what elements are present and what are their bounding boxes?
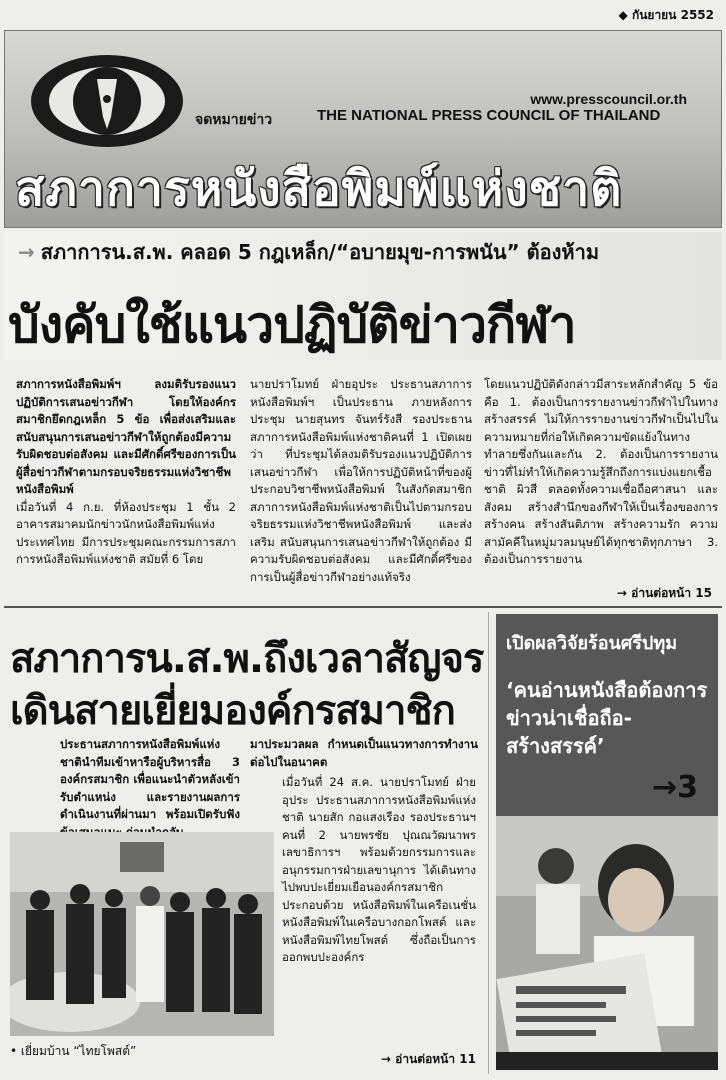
story1-body-1: เมื่อวันที่ 4 ก.ย. ที่ห้องประชุม 1 ชั้น 2 อาคารสมาคมนักข่าวนักหนังสือพิมพ์แห่งประเทศไทย มีการประชุมคณะกรรมการสภาการหนังสือพิมพ์แห่งชาติ สมัยที่ 6 โดย (16, 499, 236, 566)
bulletin-label: จดหมายข่าว (195, 112, 273, 128)
story2-headline-line1: สภาการน.ส.พ.ถึงเวลาสัญจร (10, 636, 484, 682)
story2-right-top: มาประมวลผล กำหนดเป็นแนวทางการทำงานต่อไปในอนาคต (250, 737, 478, 769)
issue-date: ◆ กันยายน 2552 (618, 8, 714, 22)
story2-lead: ประธานสภาการหนังสือพิมพ์แห่งชาตินำทีมเข้าหารือผู้บริหารสื่อ 3 องค์กรสมาชิก เพื่อแนะนำตัวหลังเข้ารับตำแหน่ง และรายงานผลการดำเนินงานที่ผ่านมา พร้อมเปิดรับฟัง (60, 737, 240, 821)
section-divider (4, 606, 722, 608)
council-name-th: สภาการหนังสือพิมพ์แห่งชาติ (15, 161, 623, 217)
sidebar-title: เปิดผลวิจัยร้อนศรีปทุม (506, 633, 678, 654)
story1-kicker-text: สภาการน.ส.พ. คลอด 5 กฎเหล็ก/“อบายมุข-การพนัน” ต้องห้าม (40, 240, 600, 264)
masthead (4, 30, 722, 228)
story1-lead: สภาการหนังสือพิมพ์ฯ ลงมติรับรองแนวปฏิบัติการเสนอข่าวกีฬา โดยให้องค์กรสมาชิกยึดกฎเหล็ก 5 ข้อ เพื่อส่งเสริมและสนับสนุนการเสนอข่าวกีฬาให้ถูกต้องมีความรับผิดชอบต่อสังคม และมีศักดิ์ศรีของการเป็นผู้สื่อข่าวกีฬาตามกรอบจริยธรรมแห่งวิชาชีพหนังสือพิมพ์ (16, 377, 236, 496)
story2-body: เมื่อวันที่ 24 ส.ค. นายปราโมทย์ ฝ่ายอุประ ประธานสภาการหนังสือพิมพ์แห่งชาติ นายสัก กอแสงเรือง รองประธานฯ คนที่ 2 นายพรชัย ปุณณวัฒนาพร เลขาธิการฯ พร้อมด้วยกรรมการและอนุกรรมการฝ่ายเลขานุการ ได้เดินทางไปพบปะเยี่ยมเยือนองค์กรสมาชิก ประกอบด้วย หนังสือพิมพ์ในเครือเนชั่น หนังสือพิมพ์ในเครือบางกอกโพสต์ และหนังสือพิมพ์ไทยโพสต์ ซึ่งถือเป็นการออกพบปะองค์กร (282, 775, 476, 964)
sidebar-page-link[interactable]: →3 (652, 770, 699, 805)
group-photo-image (10, 832, 274, 1036)
visit-photo (10, 832, 274, 1036)
arrow-right-icon: → (18, 240, 35, 264)
story1-column-3: โดยแนวปฏิบัติดังกล่าวมีสาระหลักสำคัญ 5 ข้อ คือ 1. ต้องเป็นการรายงานข่าวกีฬาไปในทางสร้างสรรค์ ไม่ให้การรายงานข่าวกีฬาเป็นไปในความหมายที่ก่อให้เกิดความขัดแย้งในทางทำลายซึ่งกันและกัน 2. ต้องเป็นการรายงานข่าวที่ไม่ทำให้เกิดความรู้สึกถึงการแบ่งแยกเชื้อชาติ ผิวสี ตลอดทั้งความเชื่อถือศาสนา และสังคม สร้างสำนึกของกีฬาให้เป็นเรื่องของการสร้างคน สร้างสันติภาพ สร้างความรัก ความสามัคคีในหมู่มวลมนุษย์ได้ทุกชาติทุกภาษา 3. ต้องเป็นการรายงาน (484, 377, 718, 566)
website-url[interactable]: www.presscouncil.or.th (530, 91, 687, 107)
reader-photo (496, 816, 718, 1070)
story1-column-1 (16, 376, 236, 569)
story1-kicker (18, 236, 599, 268)
council-name-en: THE NATIONAL PRESS COUNCIL OF THAILAND (317, 107, 661, 124)
story1-continue-link[interactable]: → อ่านต่อหน้า 15 (616, 586, 712, 600)
story1-column-2: นายปราโมทย์ ฝ่ายอุประ ประธานสภาการหนังสือพิมพ์ฯ เป็นประธาน ภายหลังการประชุม นายสุนทร จันทร์รังสี รองประธานสภาการหนังสือพิมพ์แห่งชาติคนที่ 1 เปิดเผยว่า ที่ประชุมได้ลงมติรับรองแนวปฏิบัติการเสนอข่าวกีฬา เพื่อให้การปฏิบัติหน้าที่ของผู้ประกอบวิชาชีพหนังสือพิมพ์ ในสังกัดสมาชิกสภาการหนังสือพิมพ์แห่งชาติเป็นไปตามกรอบจริยธรรมแห่งวิชาชีพหนังสือพิมพ์ และส่งเสริม สนับสนุนการเสนอข่าวกีฬาให้ถูกต้อง มีความรับผิดชอบต่อสังคม และมีศักดิ์ศรีของการเป็นผู้สื่อข่าวกีฬาอย่างแท้จริง (250, 377, 472, 584)
story1-headline: บังคับใช้แนวปฏิบัติข่าวกีฬา (8, 296, 576, 354)
sidebar-quote: ‘คนอ่านหนังสือต้องการข่าวน่าเชื่อถือ-สร้างสรรค์’ (506, 678, 708, 758)
eye-pen-logo (27, 49, 187, 153)
story2-headline-line2: เดินสายเยี่ยมองค์กรสมาชิก (10, 688, 455, 734)
photo-caption: • เยี่ยมบ้าน “ไทยโพสต์” (10, 1044, 137, 1058)
story2-continue-link[interactable]: → อ่านต่อหน้า 11 (380, 1052, 476, 1066)
column-divider (488, 612, 489, 1074)
woman-reading-newspaper-image (496, 816, 718, 1070)
